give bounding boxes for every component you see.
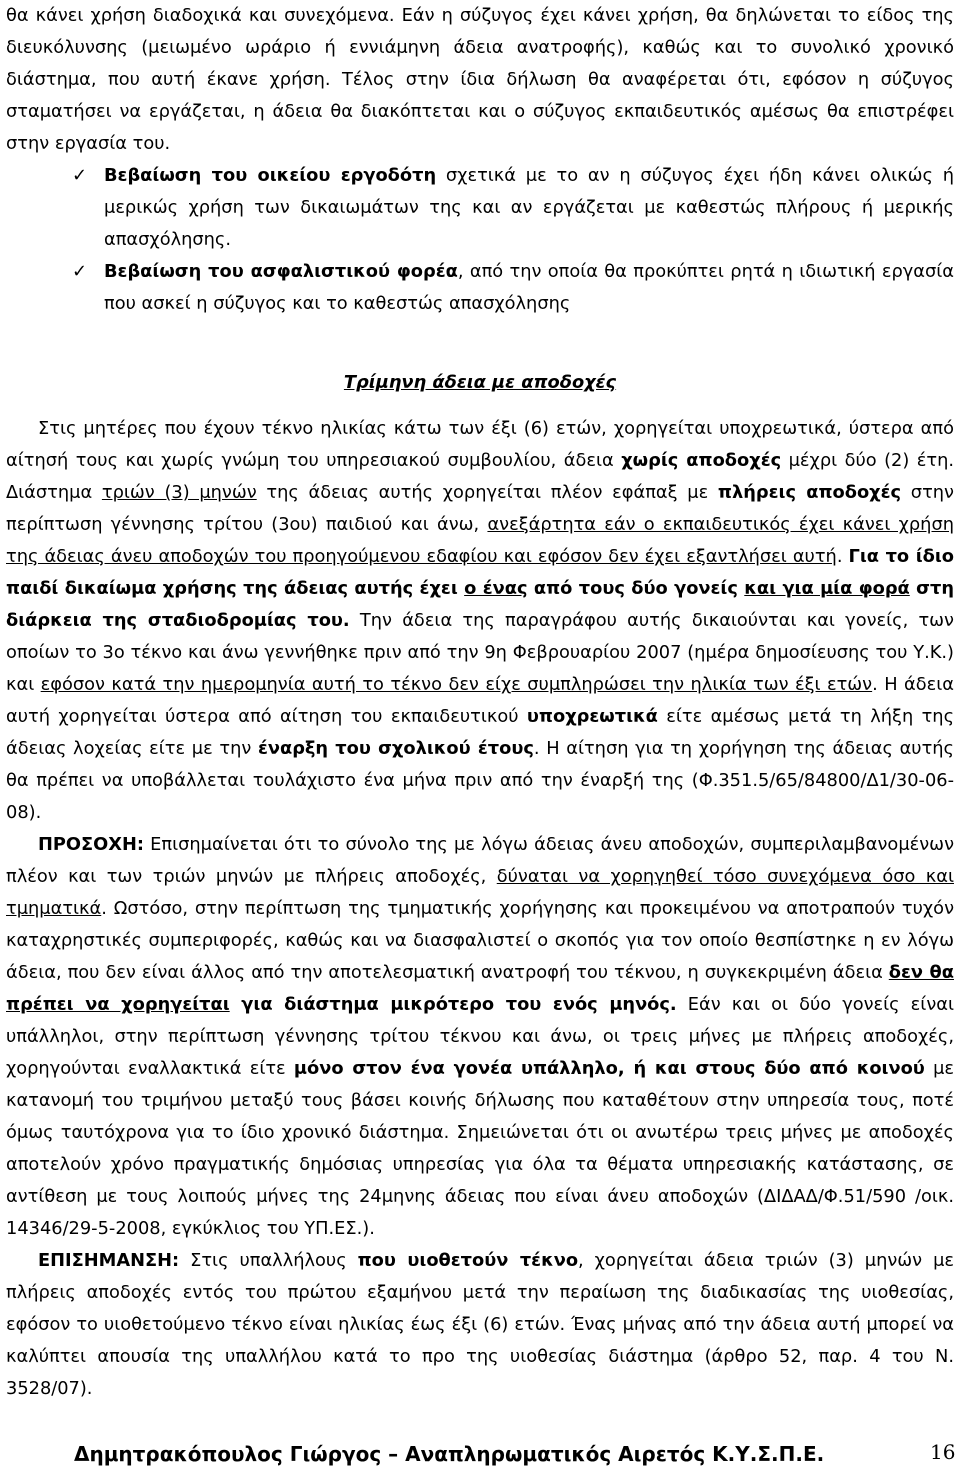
document-page [6,0,954,1405]
text-run: , χορηγείται άδεια τριών (3) μηνών με πλήρεις αποδοχές εντός του πρώτου εξαμήνου μετά την περαίωση της διαδικασίας της υιοθεσίας, εφόσον το υιοθετούμενο τέκνο είναι ηλικίας έως έξι (6) ετών. Ένας μήνας από την άδεια αυτή μπορεί να καλύπτει απουσία της υπαλλήλου κατά το προ της υιοθεσίας διάστημα (άρθρο 52, παρ. 4 του Ν. 3528/07). [6,1250,954,1399]
section-title: Τρίμηνη άδεια με αποδοχές [343,372,617,393]
page-footer [0,1442,960,1472]
bold-run: που υιοθετούν τέκνο [357,1250,579,1271]
bold-underlined-run: ο ένας [464,578,528,599]
text-run: Στις υπαλλήλους [179,1250,358,1271]
text-run: είτε αμέσως μετά τη λήξη της άδειας λοχείας είτε με την [6,706,955,759]
text-run: Επισημαίνεται ότι το σύνολο της με λόγω άδειας άνευ αποδοχών, συμπεριλαμβανομένων πλέον και των τριών μηνών με πλήρεις αποδοχές, [6,834,954,887]
bold-run: χωρίς αποδοχές [621,450,782,471]
intro-paragraph: θα κάνει χρήση διαδοχικά και συνεχόμενα. Εάν η σύζυγος έχει κάνει χρήση, θα δηλώνεται το είδος της διευκόλυνσης (μειωμένο ωράριο ή εννιάμηνη άδεια ανατροφής), καθώς και το συνολικό χρονικό διάστημα, που αυτή έκανε χρήση. Τέλος στην ίδια δήλωση θα αναφέρεται ότι, εφόσον η σύζυγος σταματήσει να εργάζεται, η άδεια θα διακόπτεται και ο σύζυγος εκπαιδευτικός αμέσως θα επιστρέφει στην εργασία του. [6,5,954,154]
underlined-run: δύναται να χορηγηθεί τόσο συνεχόμενα όσο και τμηματικά [6,866,954,919]
bullet-text: , από την οποία θα προκύπτει ρητά η ιδιωτική εργασία που ασκεί η σύζυγος και το καθεστώς απασχόλησης [104,261,955,314]
bold-run: από τους δύο γονείς [527,578,745,599]
bold-run: πλήρεις αποδοχές [717,482,902,503]
text-run: . Η αίτηση για τη χορήγηση της άδειας αυτής θα πρέπει να υποβάλλεται τουλάχιστο ένα μήνα πριν από την έναρξή της (Φ.351.5/65/84800/Δ1/30-06-08). [6,738,954,823]
page-number: 16 [930,1440,956,1464]
bold-run: για διάστημα μικρότερο του ενός μηνός. [229,994,677,1015]
paragraph-note [6,1245,954,1405]
note-label: ΕΠΙΣΗΜΑΝΣΗ: [38,1250,180,1271]
bullet-employer-certificate [6,160,954,256]
underlined-run: εφόσον κατά την ημερομηνία αυτή το τέκνο δεν είχε συμπληρώσει την ηλικία των έξι ετών [40,674,873,695]
bold-underlined-run: δεν θα πρέπει να χορηγείται [6,962,954,1015]
bold-run: στη διάρκεια της σταδιοδρομίας του. [6,578,955,631]
text-run: της άδειας αυτής χορηγείται πλέον εφάπαξ με [256,482,718,503]
checkmark-icon: ✓ [72,165,88,186]
underlined-run: τριών (3) μηνών [101,482,257,503]
paragraph-three-month-leave [6,413,954,829]
checkmark-icon: ✓ [72,261,88,282]
paragraph-attention [6,829,954,1245]
bullet-bold-label: Βεβαίωση του οικείου εργοδότη [104,165,437,186]
bold-run: Για το ίδιο παιδί δικαίωμα χρήσης της άδειας αυτής έχει [6,546,954,599]
text-run: . Ωστόσο, στην περίπτωση της τμηματικής χορήγησης και προκειμένου να αποτραπούν τυχόν καταχρηστικές συμπεριφορές, καθώς και να διασφαλιστεί ο σκοπός για τον οποίο θεσπίστηκε η εν λόγω άδεια, που δεν είναι άλλος από την αποτελεσματική ανατροφή του τέκνου, η συγκεκριμένη άδεια [6,898,954,983]
bold-run: μόνο στον ένα γονέα υπάλληλο, ή και στους δύο από κοινού [293,1058,925,1079]
text-run: μέχρι δύο (2) έτη. [781,450,954,471]
underlined-run: ανεξάρτητα εάν ο εκπαιδευτικός έχει κάνει χρήση της άδειας άνευ αποδοχών του προηγούμενου εδαφίου και εφόσον δεν έχει εξαντλήσει αυτή [6,514,954,567]
bullet-insurance-certificate [6,256,954,320]
bold-underlined-run: και για μία φορά [744,578,910,599]
text-run: Εάν και οι δύο γονείς είναι υπάλληλοι, στην περίπτωση γέννησης τρίτου τέκνου και άνω, οι τρεις μήνες με πλήρεις αποδοχές, χορηγούνται εναλλακτικά είτε [6,994,954,1079]
text-run: με κατανομή του τριμήνου μεταξύ τους βάσει κοινής δήλωσης που καταθέτουν στην υπηρεσία τους, ποτέ όμως ταυτόχρονα για το ίδιο χρονικό διάστημα. Σημειώνεται ότι οι ανωτέρω τρεις μήνες με αποδοχές αποτελούν χρόνο πραγματικής δημόσιας υπηρεσίας για όλα τα θέματα υπηρεσιακής κατάστασης, σε αντίθεση με τους λοιπούς μήνες της 24μηνης άδειας που είναι άνευ αποδοχών (ΔΙΔΑΔ/Φ.51/590 /οικ. 14346/29-5-2008, εγκύκλιος του ΥΠ.ΕΣ.). [6,1058,955,1239]
footer-author: Δημητρακόπουλος Γιώργος – Αναπληρωματικός Αιρετός Κ.Υ.Σ.Π.Ε. [74,1442,825,1466]
text-run: . [836,546,849,567]
text-run: . Η άδεια αυτή χορηγείται ύστερα από αίτηση του εκπαιδευτικού [6,674,954,727]
bold-run: υποχρεωτικά [526,706,658,727]
text-run: Διάστημα [6,482,102,503]
text-run: Στις μητέρες που έχουν τέκνο ηλικίας κάτω των έξι (6) ετών, χορηγείται υποχρεωτικά, ύστερα από αίτησή τους και χωρίς γνώμη του υπηρεσιακού συμβουλίου, άδεια [6,418,954,471]
bullet-bold-label: Βεβαίωση του ασφαλιστικού φορέα [104,261,458,282]
text-run: στην περίπτωση γέννησης τρίτου (3ου) παιδιού και άνω, [6,482,954,535]
bold-run: έναρξη του σχολικού έτους [257,738,534,759]
attention-label: ΠΡΟΣΟΧΗ: [38,834,144,855]
text-run: Την άδεια της παραγράφου αυτής δικαιούνται και γονείς, των οποίων το 3ο τέκνο και άνω γεννήθηκε πριν από την 9η Φεβρουαρίου 2007 (ημέρα δημοσίευσης του Υ.Κ.) και [6,610,954,695]
bullet-text: σχετικά με το αν η σύζυγος έχει ήδη κάνει ολικώς ή μερικώς χρήση των δικαιωμάτων της και αν εργάζεται με καθεστώς πλήρους ή μερικής απασχόλησης. [104,165,954,250]
